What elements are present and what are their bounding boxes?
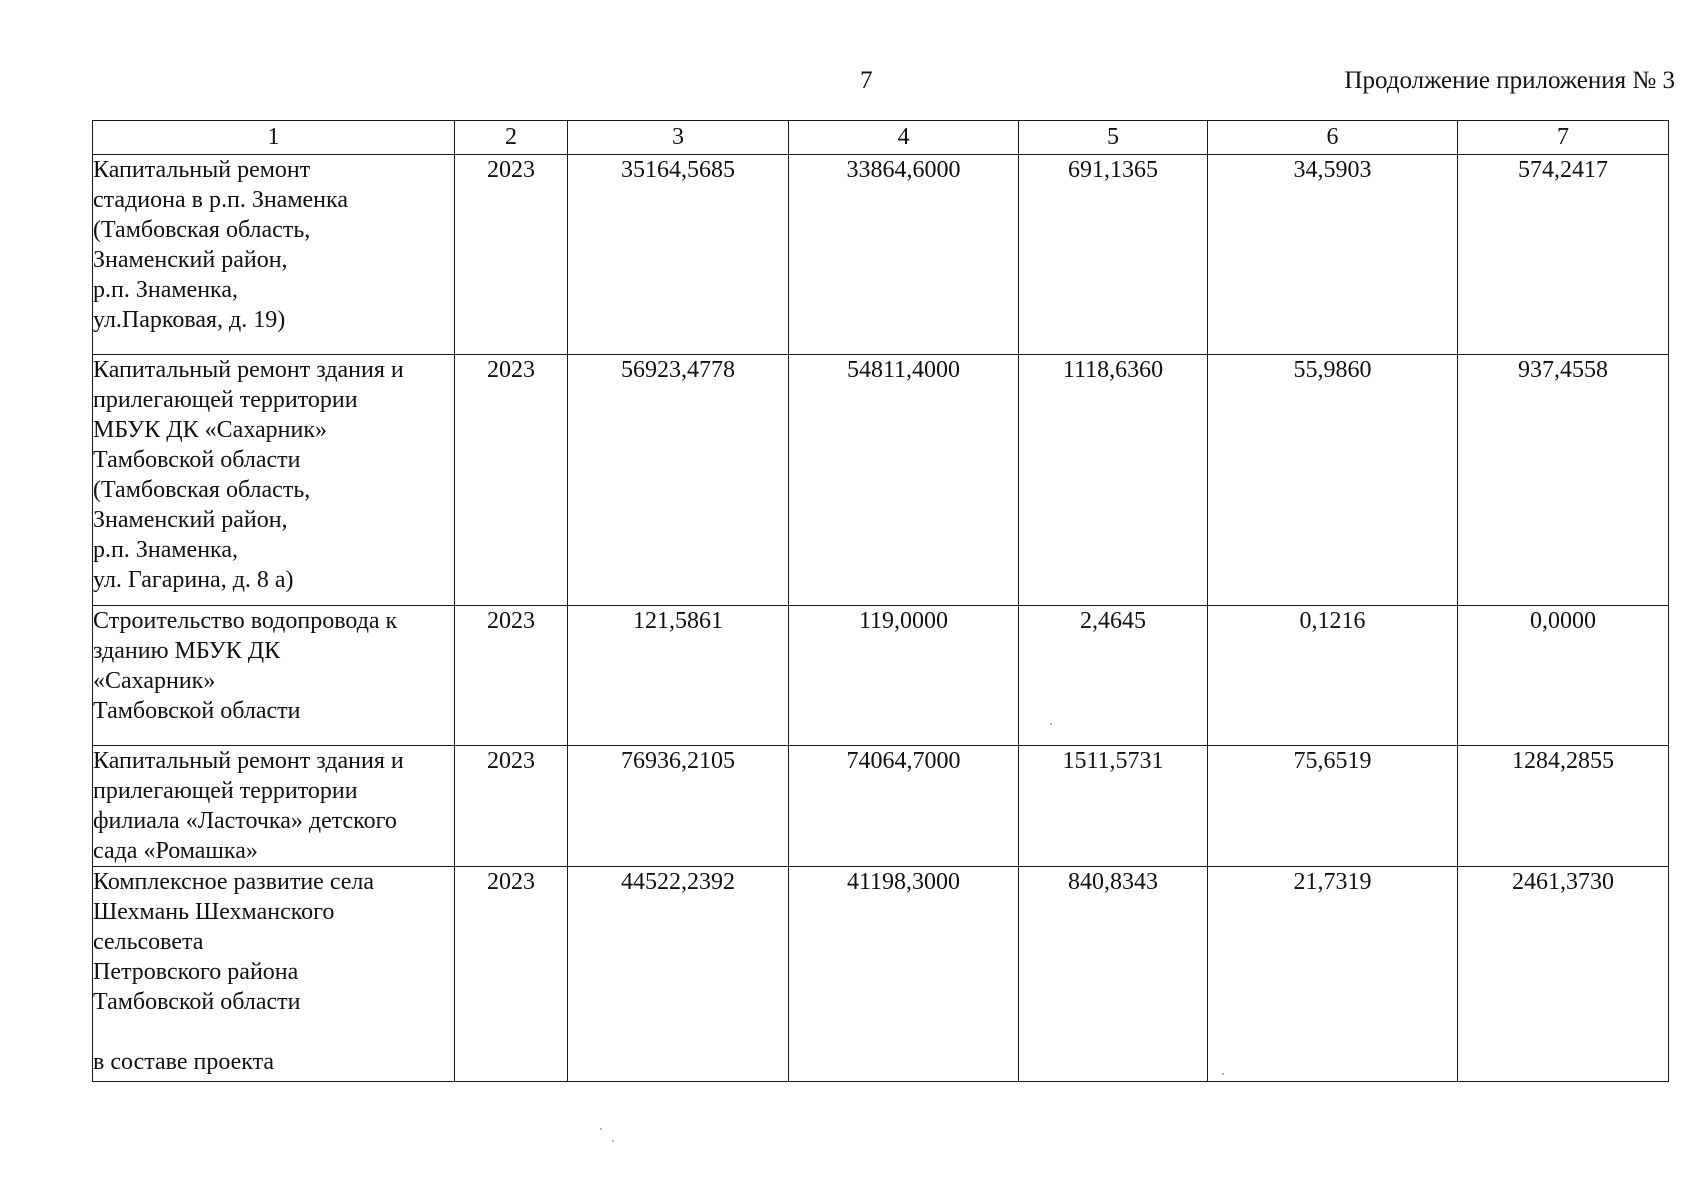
column-7-cell: 937,4558 [1458,355,1669,606]
table-row [93,746,1669,867]
table-row [93,155,1669,355]
year-cell: 2023 [455,606,568,746]
project-name-cell: Капитальный ремонт здания и прилегающей территории МБУК ДК «Сахарник» Тамбовской области (Тамбовская область, Знаменский район, р.п. Знаменка, ул. Гагарина, д. 8 а) [93,355,455,606]
project-name-cell: Капитальный ремонт здания и прилегающей территории филиала «Ласточка» детского сада «Ромашка» [93,746,455,867]
column-header-3: 3 [568,121,789,155]
column-6-cell: 21,7319 [1208,867,1458,1082]
column-6-cell: 75,6519 [1208,746,1458,867]
table-header-row [93,121,1669,155]
year-cell: 2023 [455,155,568,355]
column-4-cell: 33864,6000 [789,155,1019,355]
column-5-cell: 1511,5731 [1019,746,1208,867]
table-row [93,355,1669,606]
appendix-continuation-heading: Продолжение приложения № 3 [1344,67,1675,94]
column-7-cell: 0,0000 [1458,606,1669,746]
column-header-6: 6 [1208,121,1458,155]
column-3-cell: 44522,2392 [568,867,789,1082]
year-cell: 2023 [455,867,568,1082]
column-4-cell: 41198,3000 [789,867,1019,1082]
column-header-2: 2 [455,121,568,155]
scan-speck [600,1128,602,1130]
column-5-cell: 1118,6360 [1019,355,1208,606]
column-6-cell: 55,9860 [1208,355,1458,606]
table-row [93,867,1669,1082]
column-7-cell: 574,2417 [1458,155,1669,355]
project-name-cell: Капитальный ремонт стадиона в р.п. Знаменка (Тамбовская область, Знаменский район, р.п. Знаменка, ул.Парковая, д. 19) [93,155,455,355]
column-3-cell: 76936,2105 [568,746,789,867]
column-3-cell: 56923,4778 [568,355,789,606]
column-4-cell: 74064,7000 [789,746,1019,867]
column-5-cell: 691,1365 [1019,155,1208,355]
column-3-cell: 121,5861 [568,606,789,746]
column-header-1: 1 [93,121,455,155]
scan-speck [612,1140,614,1142]
column-header-7: 7 [1458,121,1669,155]
page-number: 7 [860,67,873,94]
scan-speck [1050,723,1052,725]
column-5-cell: 840,8343 [1019,867,1208,1082]
scan-speck [1222,1073,1224,1075]
budget-table [92,120,1669,1082]
column-3-cell: 35164,5685 [568,155,789,355]
column-6-cell: 34,5903 [1208,155,1458,355]
table-row [93,606,1669,746]
column-header-5: 5 [1019,121,1208,155]
project-name-cell: Комплексное развитие села Шехмань Шехманского сельсовета Петровского района Тамбовской области в составе проекта [93,867,455,1082]
column-7-cell: 1284,2855 [1458,746,1669,867]
column-4-cell: 54811,4000 [789,355,1019,606]
year-cell: 2023 [455,746,568,867]
year-cell: 2023 [455,355,568,606]
column-7-cell: 2461,3730 [1458,867,1669,1082]
column-header-4: 4 [789,121,1019,155]
column-5-cell: 2,4645 [1019,606,1208,746]
column-6-cell: 0,1216 [1208,606,1458,746]
project-name-cell: Строительство водопровода к зданию МБУК ДК «Сахарник» Тамбовской области [93,606,455,746]
column-4-cell: 119,0000 [789,606,1019,746]
